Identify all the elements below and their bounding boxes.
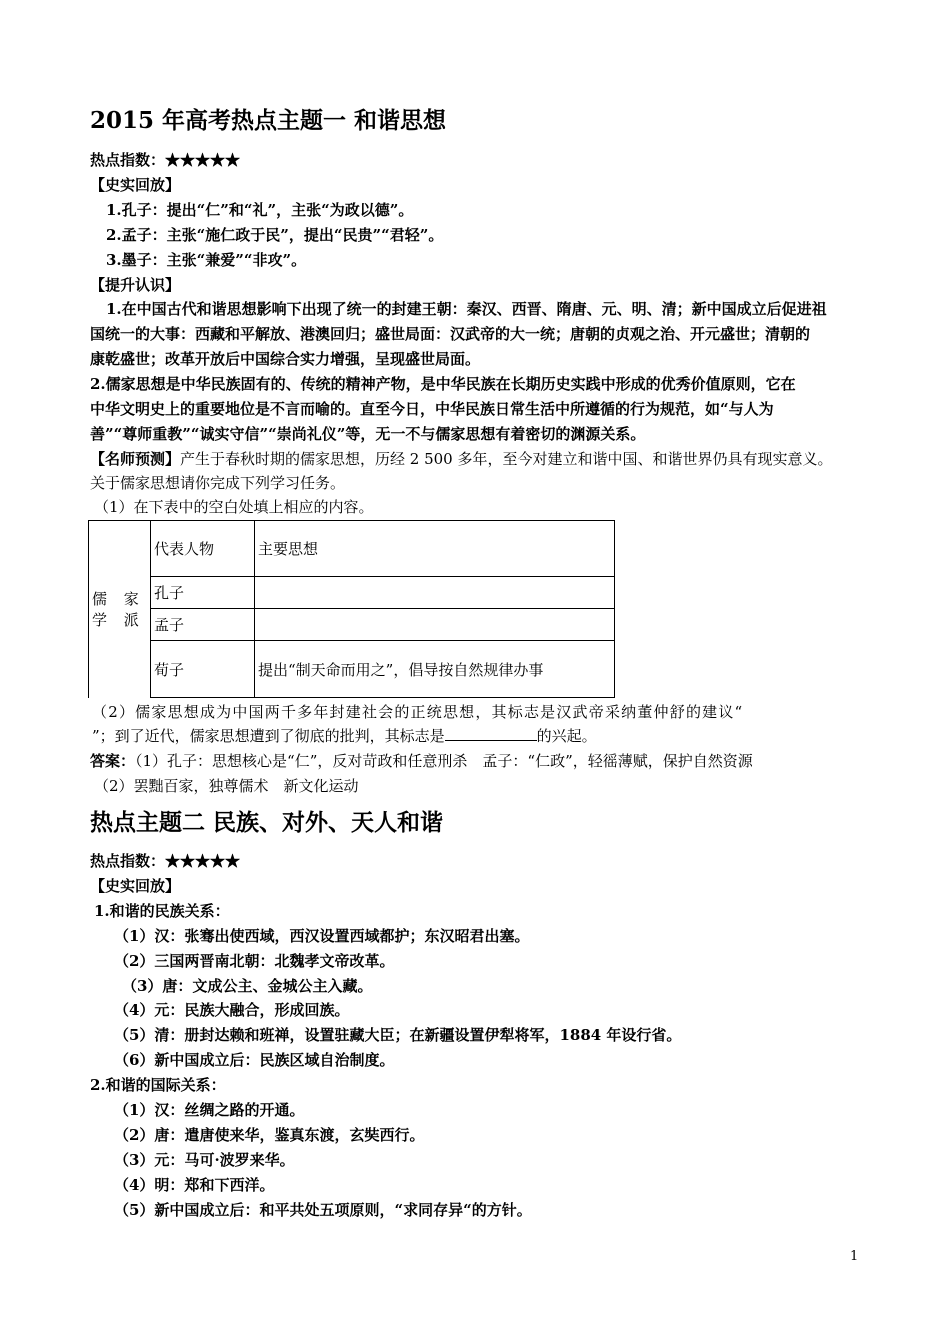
person-cell: 孔子: [151, 577, 255, 609]
improve-line: 康乾盛世；改革开放后中国综合实力增强，呈现盛世局面。: [90, 350, 481, 368]
answer-line-1: [90, 751, 753, 771]
school-cell: [89, 521, 151, 698]
improve-line: 国统一的大事：西藏和平解放、港澳回归；盛世局面：汉武帝的大一统；唐朝的贞观之治、开元盛世；清朝的: [90, 325, 811, 343]
ethnic-item: （2）三国两晋南北朝：北魏孝文帝改革。: [114, 952, 395, 970]
topic1-title: 2015 年高考热点主题一 和谐思想: [90, 107, 447, 134]
q2-text-b: 的兴起。: [536, 727, 597, 745]
improve-line: 1.在中国古代和谐思想影响下出现了统一的封建王朝：秦汉、西晋、隋唐、元、明、清；新中国成立后促进祖: [106, 300, 827, 318]
q2-text-a: ”；到了近代，儒家思想遭到了彻底的批判，其标志是: [92, 727, 445, 745]
school-label: 儒 家 学 派: [92, 590, 145, 630]
hot-index-1: [90, 150, 240, 170]
idea-cell: [255, 577, 615, 609]
intl-item: （2）唐：遣唐使来华，鉴真东渡，玄奘西行。: [114, 1126, 425, 1144]
hot-stars: ★★★★★: [165, 151, 241, 169]
t1-item: 2.孟子：主张“施仁政于民”，提出“民贵”“君轻”。: [106, 226, 444, 244]
question-2-line-1: （2）儒家思想成为中国两千多年封建社会的正统思想，其标志是汉武帝采纳董仲舒的建议“: [92, 703, 744, 721]
section-history-2: 【史实回放】: [90, 877, 181, 895]
header-person: 代表人物: [151, 521, 255, 577]
intl-heading: 2.和谐的国际关系：: [90, 1076, 226, 1094]
ethnic-item: （6）新中国成立后：民族区域自治制度。: [114, 1051, 395, 1069]
idea-cell: [255, 609, 615, 641]
answer-blank: [445, 726, 537, 741]
idea-cell: 提出“制天命而用之”，倡导按自然规律办事: [255, 641, 615, 698]
intl-item: （3）元：马可·波罗来华。: [114, 1151, 295, 1169]
ethnic-item: （4）元：民族大融合，形成回族。: [114, 1001, 350, 1019]
question-2-line-2: [92, 726, 597, 746]
intl-item: （4）明：郑和下西洋。: [114, 1176, 275, 1194]
topic2-title: 热点主题二 民族、对外、天人和谐: [90, 809, 444, 836]
improve-line: 2.儒家思想是中华民族固有的、传统的精神产物，是中华民族在长期历史实践中形成的优秀价值原则，它在: [90, 375, 796, 393]
predict-line-2: 关于儒家思想请你完成下列学习任务。: [90, 474, 346, 492]
predict-text: 产生于春秋时期的儒家思想，历经 2 500 多年，至今对建立和谐中国、和谐世界仍具有现实意义。: [180, 450, 833, 468]
intl-item: （1）汉：丝绸之路的开通。: [114, 1101, 305, 1119]
hot-index-label: 热点指数：: [90, 151, 166, 169]
ethnic-heading: 1.和谐的民族关系：: [94, 902, 230, 920]
section-improve: 【提升认识】: [90, 276, 181, 294]
improve-line: 中华文明史上的重要地位是不言而喻的。直至今日，中华民族日常生活中所遵循的行为规范，如“与人为: [90, 400, 774, 418]
confucian-table: [88, 520, 615, 698]
answer-line-2: （2）罢黜百家，独尊儒术 新文化运动: [94, 777, 359, 795]
predict-tag: 【名师预测】: [90, 450, 181, 468]
ethnic-item: （5）清：册封达赖和班禅，设置驻藏大臣；在新疆设置伊犁将军，1884 年设行省。: [114, 1026, 682, 1044]
hot-index-label: 热点指数：: [90, 852, 166, 870]
ethnic-item: （3）唐：文成公主、金城公主入藏。: [122, 977, 373, 995]
question-1: （1）在下表中的空白处填上相应的内容。: [94, 498, 374, 516]
answer-tag: 答案：: [90, 752, 136, 770]
person-cell: 孟子: [151, 609, 255, 641]
t1-item: 3.墨子：主张“兼爱”“非攻”。: [106, 251, 307, 269]
ethnic-item: （1）汉：张骞出使西域，西汉设置西域都护；东汉昭君出塞。: [114, 927, 530, 945]
person-cell: 荀子: [151, 641, 255, 698]
t1-item: 1.孔子：提出“仁”和“礼”，主张“为政以德”。: [106, 201, 414, 219]
predict-line-1: [90, 449, 833, 469]
page-number: 1: [850, 1249, 859, 1264]
header-idea: 主要思想: [255, 521, 615, 577]
improve-line: 善”“尊师重教”“诚实守信”“崇尚礼仪”等，无一不与儒家思想有着密切的渊源关系。: [90, 425, 646, 443]
intl-item: （5）新中国成立后：和平共处五项原则，“求同存异“的方针。: [114, 1201, 532, 1219]
hot-stars: ★★★★★: [165, 852, 241, 870]
section-history-1: 【史实回放】: [90, 176, 181, 194]
hot-index-2: [90, 851, 240, 871]
answer-text: （1）孔子：思想核心是“仁”，反对苛政和任意刑杀 孟子：“仁政”，轻徭薄赋，保护自然资源: [135, 752, 753, 770]
